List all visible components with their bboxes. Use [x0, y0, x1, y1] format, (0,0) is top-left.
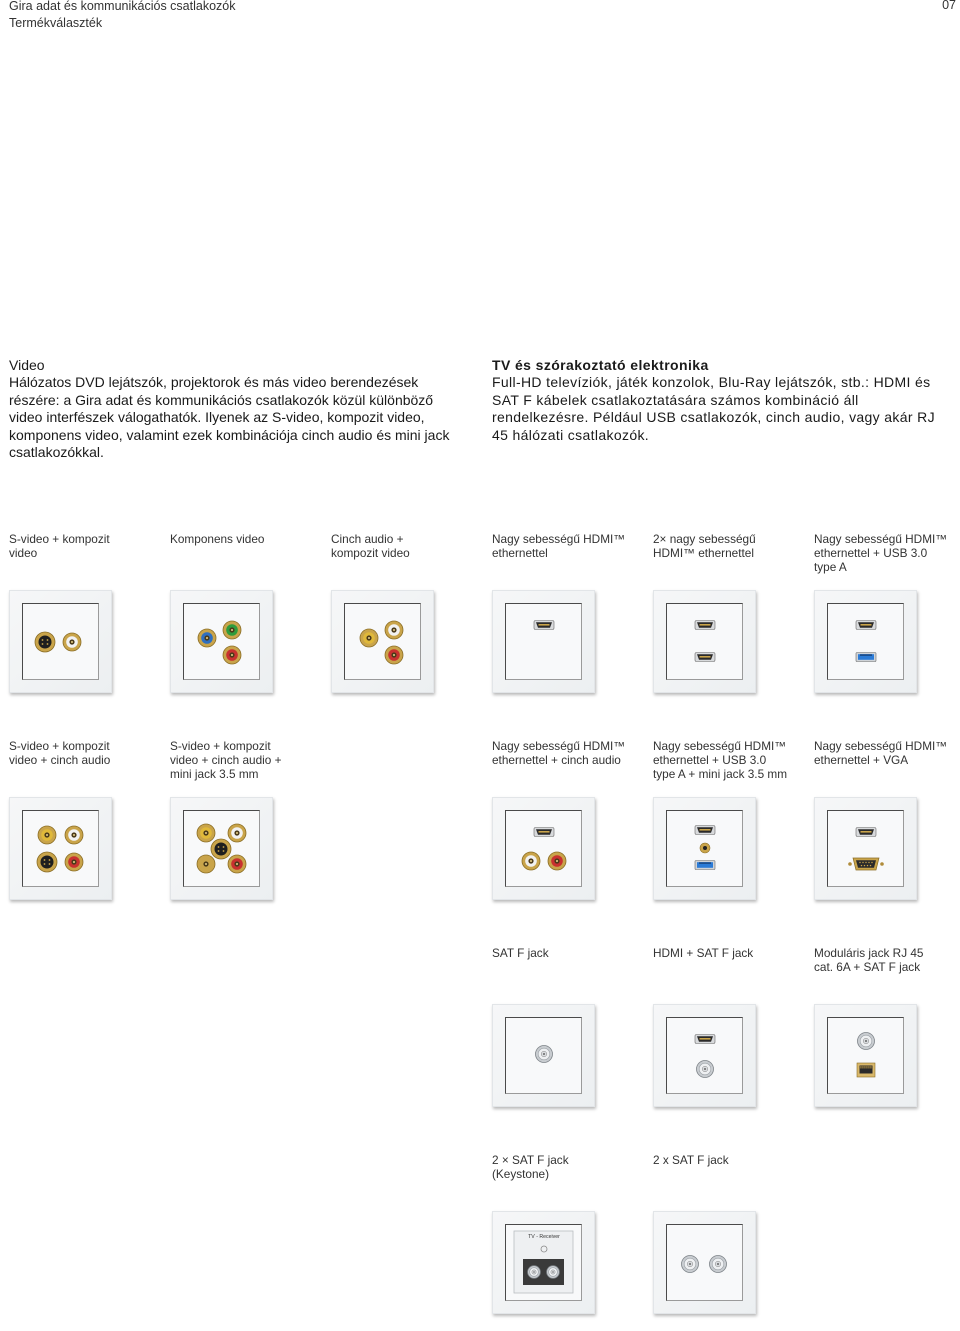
hdmi-port-icon — [695, 621, 715, 630]
cinch-socket-icon — [223, 621, 241, 639]
socket-plate — [9, 590, 112, 693]
hdmi-usb-minijack-socket-icon — [653, 797, 756, 900]
sat-f-connector-icon — [547, 1266, 560, 1279]
svideo-composite-cinch-socket-icon — [9, 797, 112, 900]
socket-plate — [653, 1211, 756, 1314]
product-label: HDMI + SAT F jack — [653, 946, 754, 960]
product-label: S-video + kompozit video — [9, 532, 110, 560]
socket-plate — [492, 590, 595, 693]
product-cinch-composite — [331, 532, 479, 592]
product-svideo-composite-cinch-minijack — [170, 739, 318, 799]
cinch-socket-icon — [522, 852, 540, 870]
socket-plate — [492, 1004, 595, 1107]
tv-heading: TV és szórakoztató elektronika — [492, 357, 709, 373]
component-video-socket-icon — [170, 590, 273, 693]
hdmi-port-icon — [534, 621, 554, 630]
hdmi-port-icon — [856, 621, 876, 630]
cinch-socket-icon — [65, 826, 83, 844]
product-label: 2 × SAT F jack (Keystone) — [492, 1153, 569, 1181]
product-hdmi-sat-f — [653, 946, 801, 1006]
product-svideo-composite-cinch — [9, 739, 157, 799]
cinch-socket-icon — [63, 633, 81, 651]
hdmi-port-icon — [534, 828, 554, 837]
svideo-socket-icon — [37, 852, 57, 872]
product-label: Cinch audio + kompozit video — [331, 532, 410, 560]
hdmi-port-icon — [695, 1035, 715, 1044]
cinch-socket-icon — [385, 646, 403, 664]
cinch-socket-icon — [197, 855, 215, 873]
product-label: S-video + kompozit video + cinch audio — [9, 739, 111, 767]
product-label: Nagy sebességű HDMI™ ethernettel + cinch audio — [492, 739, 626, 767]
video-text: Hálózatos DVD lejátszók, projektorok és más video berendezések részére: a Gira adat és kommunikációs csatlakozók közül különböző video interfészek válogathatók. Ilyenek az S-video, kompozit video, komponens video, valamint ezek kombinációja cinch audio és mini jack csatlakozókkal. — [9, 374, 450, 461]
product-double-sat-f — [653, 1153, 801, 1213]
product-label: Nagy sebességű HDMI™ ethernettel + VGA — [814, 739, 948, 767]
double-sat-f-socket-icon — [653, 1211, 756, 1314]
product-label: 2× nagy sebességű HDMI™ ethernettel — [653, 532, 756, 560]
socket-plate — [814, 797, 917, 900]
sat-f-connector-icon — [528, 1266, 541, 1279]
svideo-composite-socket-icon — [9, 590, 112, 693]
product-label: S-video + kompozit video + cinch audio + mini jack 3.5 mm — [170, 739, 282, 781]
hdmi-port-icon — [695, 653, 715, 662]
product-sat-f — [492, 946, 640, 1006]
cinch-socket-icon — [223, 646, 241, 664]
hdmi-cinch-socket-icon — [492, 797, 595, 900]
cinch-socket-icon — [228, 855, 246, 873]
socket-plate — [814, 590, 917, 693]
socket-plate — [814, 1004, 917, 1107]
header-subtitle: Termékválaszték — [9, 16, 103, 30]
cinch-socket-icon — [197, 824, 215, 842]
socket-plate — [170, 797, 273, 900]
rj45-port-icon — [857, 1063, 875, 1077]
sat-f-connector-icon — [697, 1061, 714, 1078]
product-hdmi — [492, 532, 640, 592]
cinch-socket-icon — [198, 629, 216, 647]
hdmi-port-icon — [695, 826, 715, 835]
tv-section — [492, 357, 942, 444]
usb-port-icon — [695, 861, 715, 870]
socket-plate — [9, 797, 112, 900]
socket-plate — [653, 797, 756, 900]
svideo-socket-icon — [35, 632, 55, 652]
product-svideo-composite — [9, 532, 157, 592]
hdmi-usb-socket-icon — [814, 590, 917, 693]
plate-caption: TV - Receiver — [528, 1234, 560, 1240]
product-hdmi-usb — [814, 532, 960, 592]
header-title: Gira adat és kommunikációs csatlakozók — [9, 0, 236, 13]
double-hdmi-socket-icon — [653, 590, 756, 693]
hdmi-port-icon — [856, 828, 876, 837]
product-label: SAT F jack — [492, 946, 549, 960]
product-label: Nagy sebességű HDMI™ ethernettel + USB 3.0 type A + mini jack 3.5 mm — [653, 739, 788, 781]
product-label: Komponens video — [170, 532, 265, 546]
page-header — [9, 0, 235, 32]
cinch-socket-icon — [228, 824, 246, 842]
usb-port-icon — [856, 653, 876, 662]
cinch-socket-icon — [38, 826, 56, 844]
vga-port-icon — [848, 858, 884, 870]
svideo-composite-cinch-minijack-socket-icon — [170, 797, 273, 900]
tv-text: Full-HD televíziók, játék konzolok, Blu-Ray lejátszók, stb.: HDMI és SAT F kábelek csatlakoztatására számos kombináció áll rendelkezésre. Például USB csatlakozók, cinch audio, vagy akár RJ 45 hálózati csatlakozók. — [492, 374, 935, 443]
minijack-socket-icon — [700, 843, 710, 853]
cinch-socket-icon — [385, 621, 403, 639]
product-hdmi-cinch — [492, 739, 640, 799]
video-section — [9, 357, 459, 461]
socket-plate — [653, 1004, 756, 1107]
socket-plate — [492, 797, 595, 900]
sat-f-socket-icon — [492, 1004, 595, 1107]
cinch-audio-composite-socket-icon — [331, 590, 434, 693]
socket-plate — [170, 590, 273, 693]
hdmi-socket-icon — [492, 590, 595, 693]
socket-plate — [492, 1211, 595, 1314]
svideo-socket-icon — [211, 839, 231, 859]
sat-f-connector-icon — [710, 1256, 727, 1273]
product-hdmi-vga — [814, 739, 960, 799]
hdmi-vga-socket-icon — [814, 797, 917, 900]
product-double-hdmi — [653, 532, 801, 592]
cinch-socket-icon — [65, 853, 83, 871]
socket-plate — [331, 590, 434, 693]
hdmi-sat-f-socket-icon — [653, 1004, 756, 1107]
rj45-sat-f-socket-icon — [814, 1004, 917, 1107]
product-keystone-sat-f — [492, 1153, 640, 1240]
page-number: 07 — [942, 0, 956, 12]
product-label: Nagy sebességű HDMI™ ethernettel + USB 3.0 type A — [814, 532, 948, 574]
product-label: Moduláris jack RJ 45 cat. 6A + SAT F jack — [814, 946, 924, 974]
socket-plate — [653, 590, 756, 693]
sat-f-connector-icon — [536, 1046, 553, 1063]
product-label: 2 x SAT F jack — [653, 1153, 729, 1167]
product-label: Nagy sebességű HDMI™ ethernettel — [492, 532, 626, 560]
cinch-socket-icon — [548, 852, 566, 870]
sat-f-connector-icon — [682, 1256, 699, 1273]
sat-f-connector-icon — [858, 1033, 875, 1050]
keystone-sat-f-socket-icon — [492, 1211, 595, 1314]
video-heading: Video — [9, 357, 45, 373]
product-hdmi-usb-minijack — [653, 739, 801, 799]
cinch-socket-icon — [360, 629, 378, 647]
product-component-video — [170, 532, 318, 592]
product-rj45-sat-f — [814, 946, 960, 1006]
